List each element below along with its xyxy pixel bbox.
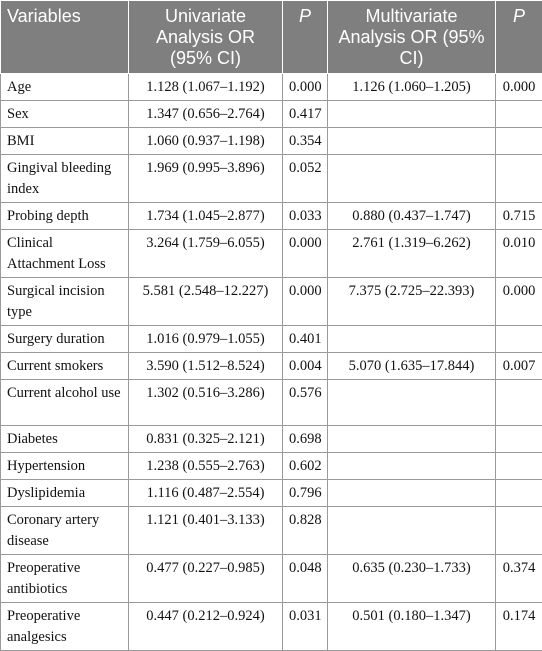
variable-cell: Gingival bleeding index <box>1 155 129 203</box>
multivariate-or-cell <box>328 101 496 128</box>
univariate-p-cell: 0.000 <box>283 278 328 326</box>
multivariate-p-cell: 0.000 <box>496 74 542 101</box>
table-row <box>1 380 542 426</box>
univariate-or-cell: 1.060 (0.937–1.198) <box>129 128 283 155</box>
multivariate-or-cell: 0.635 (0.230–1.733) <box>328 555 496 603</box>
multivariate-or-cell <box>328 380 496 426</box>
multivariate-or-cell <box>328 507 496 555</box>
univariate-or-cell: 5.581 (2.548–12.227) <box>129 278 283 326</box>
univariate-or-cell: 1.734 (1.045–2.877) <box>129 203 283 230</box>
multivariate-p-cell <box>496 380 542 426</box>
multivariate-or-cell <box>328 453 496 480</box>
header-multivariate-p: P <box>496 1 542 74</box>
univariate-or-cell: 1.116 (0.487–2.554) <box>129 480 283 507</box>
univariate-p-cell: 0.354 <box>283 128 328 155</box>
table-row <box>1 203 542 230</box>
univariate-or-cell: 1.121 (0.401–3.133) <box>129 507 283 555</box>
univariate-or-cell: 1.238 (0.555–2.763) <box>129 453 283 480</box>
univariate-or-cell: 3.264 (1.759–6.055) <box>129 230 283 278</box>
univariate-p-cell: 0.698 <box>283 426 328 453</box>
table-row <box>1 555 542 603</box>
multivariate-p-cell <box>496 326 542 353</box>
table-row <box>1 230 542 278</box>
variable-cell: Sex <box>1 101 129 128</box>
variable-cell: Surgery duration <box>1 326 129 353</box>
variable-cell: Preoperative analgesics <box>1 603 129 651</box>
table-row <box>1 353 542 380</box>
table-row <box>1 426 542 453</box>
multivariate-or-cell: 5.070 (1.635–17.844) <box>328 353 496 380</box>
header-row <box>1 1 542 74</box>
variable-cell: Probing depth <box>1 203 129 230</box>
table-row <box>1 155 542 203</box>
table-row <box>1 101 542 128</box>
table-row <box>1 507 542 555</box>
univariate-p-cell: 0.033 <box>283 203 328 230</box>
variable-cell: Clinical Attachment Loss <box>1 230 129 278</box>
variable-cell: Current smokers <box>1 353 129 380</box>
variable-cell: Age <box>1 74 129 101</box>
multivariate-p-cell: 0.374 <box>496 555 542 603</box>
multivariate-or-cell <box>328 426 496 453</box>
multivariate-or-cell <box>328 155 496 203</box>
multivariate-p-cell <box>496 101 542 128</box>
multivariate-p-cell <box>496 453 542 480</box>
multivariate-or-cell: 2.761 (1.319–6.262) <box>328 230 496 278</box>
univariate-p-cell: 0.602 <box>283 453 328 480</box>
header-univariate-or: Univariate Analysis OR (95% CI) <box>129 1 283 74</box>
univariate-p-cell: 0.052 <box>283 155 328 203</box>
multivariate-p-cell: 0.000 <box>496 278 542 326</box>
table-row <box>1 603 542 651</box>
table-row <box>1 74 542 101</box>
univariate-or-cell: 0.477 (0.227–0.985) <box>129 555 283 603</box>
univariate-p-cell: 0.828 <box>283 507 328 555</box>
multivariate-p-cell: 0.174 <box>496 603 542 651</box>
multivariate-or-cell <box>328 128 496 155</box>
univariate-or-cell: 0.831 (0.325–2.121) <box>129 426 283 453</box>
univariate-or-cell: 1.128 (1.067–1.192) <box>129 74 283 101</box>
variable-cell: Surgical incision type <box>1 278 129 326</box>
univariate-p-cell: 0.048 <box>283 555 328 603</box>
univariate-p-cell: 0.000 <box>283 230 328 278</box>
univariate-p-cell: 0.401 <box>283 326 328 353</box>
univariate-p-cell: 0.576 <box>283 380 328 426</box>
table-row <box>1 278 542 326</box>
multivariate-or-cell <box>328 480 496 507</box>
univariate-p-cell: 0.031 <box>283 603 328 651</box>
univariate-p-cell: 0.796 <box>283 480 328 507</box>
multivariate-or-cell: 0.501 (0.180–1.347) <box>328 603 496 651</box>
variable-cell: Hypertension <box>1 453 129 480</box>
multivariate-p-cell: 0.007 <box>496 353 542 380</box>
univariate-p-cell: 0.000 <box>283 74 328 101</box>
variable-cell: Dyslipidemia <box>1 480 129 507</box>
header-multivariate-or: Multivariate Analysis OR (95% CI) <box>328 1 496 74</box>
univariate-or-cell: 0.447 (0.212–0.924) <box>129 603 283 651</box>
table-row <box>1 128 542 155</box>
header-variables: Variables <box>1 1 129 74</box>
univariate-or-cell: 1.347 (0.656–2.764) <box>129 101 283 128</box>
variable-cell: Preoperative antibiotics <box>1 555 129 603</box>
multivariate-or-cell <box>328 326 496 353</box>
multivariate-p-cell: 0.010 <box>496 230 542 278</box>
multivariate-p-cell: 0.715 <box>496 203 542 230</box>
multivariate-p-cell <box>496 426 542 453</box>
univariate-p-cell: 0.004 <box>283 353 328 380</box>
univariate-or-cell: 1.302 (0.516–3.286) <box>129 380 283 426</box>
multivariate-or-cell: 0.880 (0.437–1.747) <box>328 203 496 230</box>
univariate-p-cell: 0.417 <box>283 101 328 128</box>
variable-cell: BMI <box>1 128 129 155</box>
table-body <box>1 74 542 651</box>
univariate-or-cell: 1.969 (0.995–3.896) <box>129 155 283 203</box>
multivariate-p-cell <box>496 480 542 507</box>
multivariate-or-cell: 7.375 (2.725–22.393) <box>328 278 496 326</box>
table-row <box>1 326 542 353</box>
multivariate-p-cell <box>496 128 542 155</box>
table-row <box>1 480 542 507</box>
univariate-or-cell: 1.016 (0.979–1.055) <box>129 326 283 353</box>
univariate-or-cell: 3.590 (1.512–8.524) <box>129 353 283 380</box>
variable-cell: Coronary artery disease <box>1 507 129 555</box>
header-univariate-p: P <box>283 1 328 74</box>
multivariate-or-cell: 1.126 (1.060–1.205) <box>328 74 496 101</box>
multivariate-p-cell <box>496 155 542 203</box>
multivariate-p-cell <box>496 507 542 555</box>
variable-cell: Diabetes <box>1 426 129 453</box>
table-row <box>1 453 542 480</box>
variable-cell: Current alcohol use <box>1 380 129 426</box>
